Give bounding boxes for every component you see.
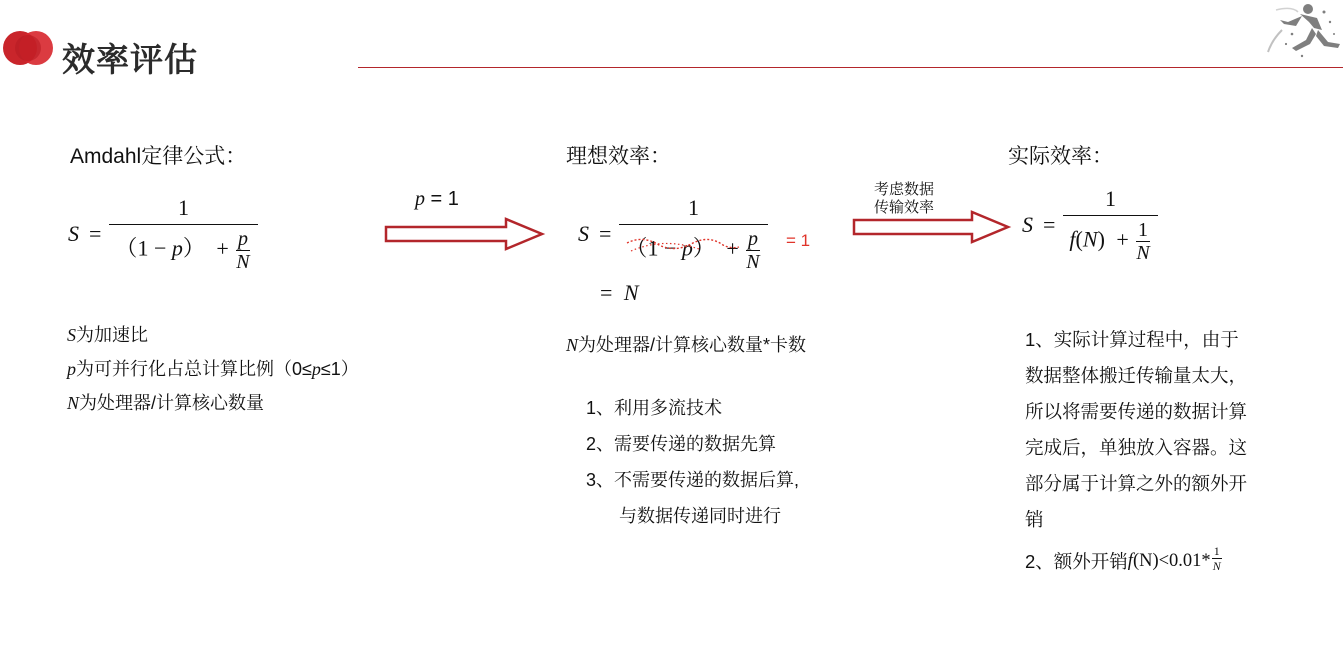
ideal-annotation: = 1 — [786, 231, 811, 250]
list-item: 3、不需要传递的数据后算, — [586, 470, 800, 490]
formula-equals: = — [89, 220, 102, 246]
amdahl-formula — [68, 195, 258, 272]
ideal-fraction: 1 （1 − p） + $\frac{p}{N}$ — [619, 195, 767, 272]
overhead-condition: 2、额外开销 f (N) <0.01* 1 N — [1025, 543, 1221, 573]
amdahl-definitions — [67, 318, 359, 420]
ideal-heading: 理想效率： — [566, 145, 671, 168]
arrow1-label: p = 1 — [415, 188, 459, 210]
arrow-right-icon — [852, 210, 1012, 244]
def-parallel-ratio: p为可并行化占总计算比例（0≤p≤1） — [67, 359, 359, 379]
actual-heading: 实际效率： — [1008, 145, 1113, 168]
amdahl-fraction — [109, 195, 257, 272]
fraction-numerator: 1 — [178, 195, 190, 220]
arrow2-label: 考虑数据 传输效率 — [874, 181, 935, 216]
arrow-right-icon — [384, 217, 546, 251]
header-divider — [358, 67, 1343, 68]
p-over-n: $\frac{p}{N}$ — [236, 228, 250, 273]
amdahl-heading: Amdahl定律公式： — [70, 145, 247, 168]
fraction-denominator: （1 − p） + $\frac{p}{N}$ — [109, 224, 257, 272]
formula-lhs-s: S — [68, 220, 79, 246]
page-title: 效率评估 — [62, 41, 198, 78]
ideal-result: = N — [600, 280, 639, 305]
runner-sketch-icon — [1262, 0, 1343, 62]
actual-formula: S = 1 f(N) + $\frac{1}{N}$ — [1022, 186, 1158, 263]
def-processors: N为处理器/计算核心数量 — [67, 393, 265, 413]
ideal-formula: S = 1 （1 − p） + $\frac{p}{N}$ — [578, 195, 768, 272]
strike-scribble-icon — [623, 231, 743, 255]
def-speedup: S为加速比 — [67, 325, 148, 345]
actual-explanation: 1、实际计算过程中，由于 数据整体搬迁传输量太大， 所以将需要传递的数据计算 完成后，单独放入容器。这 部分属于计算之外的额外开 销 — [1025, 329, 1248, 530]
list-item: 2、需要传递的数据先算 — [586, 434, 777, 454]
list-item: 与数据传递同时进行 — [619, 506, 781, 526]
ideal-note: N为处理器/计算核心数量*卡数 — [566, 335, 807, 355]
logo-circles-icon — [2, 28, 56, 68]
actual-fraction: 1 f(N) + $\frac{1}{N}$ — [1063, 186, 1157, 263]
list-item: 1、利用多流技术 — [586, 398, 723, 418]
ideal-technique-list — [586, 394, 799, 538]
